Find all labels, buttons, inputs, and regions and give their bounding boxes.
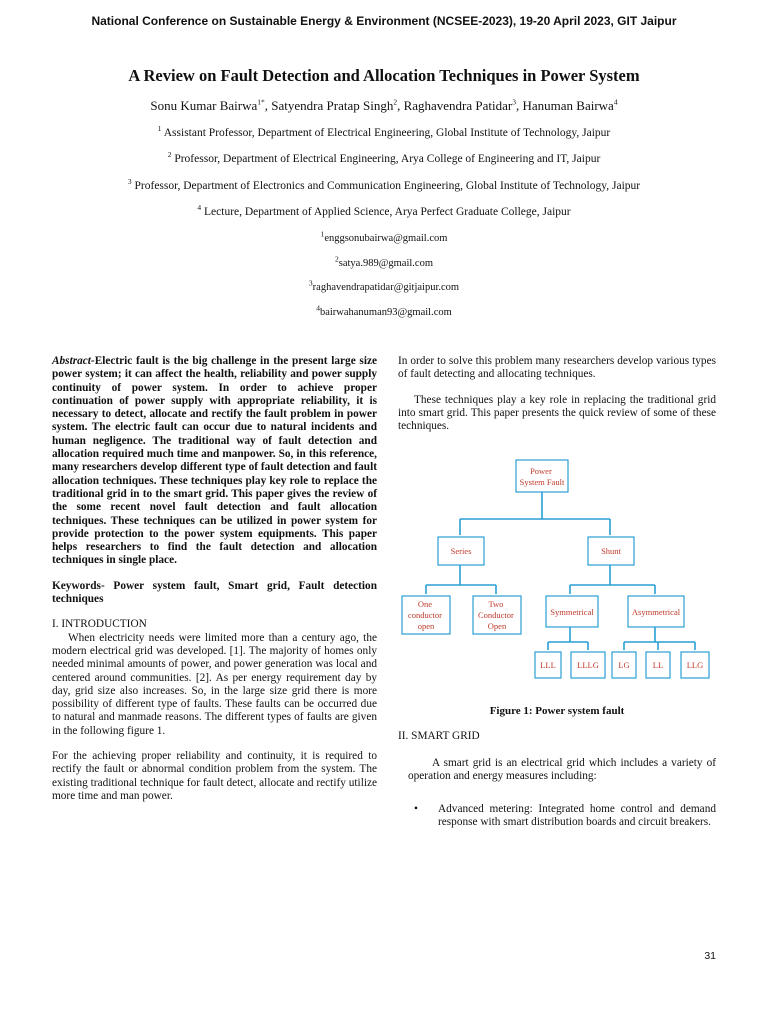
affiliation-text: Professor, Department of Electrical Engineering, Arya College of Engineering and IT, Jaipur — [174, 153, 601, 165]
smart-grid-paragraph: A smart grid is an electrical grid which includes a variety of operation and energy measures including: — [408, 757, 716, 783]
label-asymmetrical: Asymmetrical — [631, 607, 681, 617]
label-one-open: One conductor open — [407, 599, 442, 631]
label-symmetrical: Symmetrical — [550, 607, 594, 617]
label-lllg: LLLG — [577, 660, 599, 670]
affiliation-sup: 4 — [197, 203, 202, 213]
label-shunt: Shunt — [601, 546, 621, 556]
affiliation-2 — [0, 150, 768, 165]
label-root: Power System Fault — [519, 466, 565, 487]
affiliation-4 — [0, 203, 768, 218]
email-3 — [0, 278, 768, 293]
author-name: Sonu Kumar Bairwa — [150, 98, 258, 113]
email-text: satya.989@gmail.com — [338, 258, 433, 269]
left-column — [52, 355, 377, 803]
edge-series — [426, 565, 496, 594]
email-text: raghavendrapatidar@gitjaipur.com — [312, 282, 460, 293]
tree-boxes — [402, 460, 709, 678]
affiliation-text: Assistant Professor, Department of Electrical Engineering, Global Institute of Technology, Jaipur — [163, 127, 611, 139]
author-sup: 1* — [257, 97, 265, 107]
label-series: Series — [450, 546, 472, 556]
affiliation-sup: 2 — [167, 150, 172, 160]
email-1 — [0, 229, 768, 244]
label-two-open: Two Conductor Open — [477, 599, 514, 631]
intro-paragraph-1: When electricity needs were limited more than a century ago, the modern electrical grid was developed. [1]. The majority of homes only needed minimal amounts of power, and power generation was local and centered around communities. [2]. As per energy requirement day by day, grid size also increases. So, in the large size grid there is more possibility of different type of faults. These faults can be occurred due to natural and manmade reasons. The different types of faults are given in the following figure 1. — [52, 631, 377, 737]
email-text: enggsonubairwa@gmail.com — [324, 233, 448, 244]
affiliation-sup: 1 — [157, 124, 162, 134]
bullet-dot: • — [414, 803, 418, 815]
email-sup: 4 — [316, 303, 320, 313]
keywords: Keywords- Power system fault, Smart grid, Fault detection techniques — [52, 579, 377, 606]
paper-title: A Review on Fault Detection and Allocation Techniques in Power System — [128, 66, 640, 85]
email-sup: 2 — [335, 254, 339, 264]
fault-tree-diagram — [398, 455, 716, 695]
node-root — [516, 460, 568, 492]
author-list: Sonu Kumar Bairwa$^{1*}$, Satyendra Pratap Singh$^2$, Raghavendra Patidar$^3$, Hanuman Bairwa$^4$ — [150, 97, 618, 113]
abstract-label: Abstract- — [52, 355, 95, 367]
email-text: bairwahanuman93@gmail.com — [319, 307, 452, 318]
label-llg: LLG — [686, 660, 704, 670]
author-name: Raghavendra Patidar — [403, 98, 513, 113]
affiliation-sup: 3 — [127, 177, 132, 187]
affiliation-text: Professor, Department of Electronics and Communication Engineering, Global Institute of Technology, Jaipur — [134, 180, 641, 192]
tree-labels — [408, 466, 703, 670]
intro-paragraph-3: In order to solve this problem many researchers develop various types of fault detecting and allocating techniques. — [398, 355, 716, 381]
author-sup: 4 — [613, 97, 618, 107]
affiliation-text: Lecture, Department of Applied Science, Arya Perfect Graduate College, Jaipur — [204, 206, 571, 218]
edge-shunt — [570, 565, 655, 594]
email-2 — [0, 254, 768, 269]
author-name: Satyendra Pratap Singh — [271, 98, 394, 113]
email-sup: 3 — [308, 278, 313, 288]
smart-grid-heading: II. SMART GRID — [398, 730, 480, 742]
affiliation-3 — [0, 177, 768, 192]
edge-asymmetrical — [624, 627, 695, 650]
bullet-text: Advanced metering: Integrated home control and demand response with smart distribution boards and circuit breakers. — [438, 803, 716, 829]
intro-paragraph-2: For the achieving proper reliability and continuity, it is required to rectify the fault or abnormal condition problem from the system. The existing traditional technique for fault detect, allocate and rectify utilize more time and man power. — [52, 750, 377, 802]
intro-paragraph-4: These techniques play a key role in replacing the traditional grid into smart grid. This paper presents the quick review of some of these techniques. — [398, 393, 716, 433]
intro-heading: I. INTRODUCTION — [52, 618, 147, 631]
label-lg: LG — [618, 660, 630, 670]
edge-symmetrical — [548, 627, 588, 650]
label-lll: LLL — [540, 660, 556, 670]
edge-root-drops — [460, 519, 610, 535]
affiliation-1 — [0, 124, 768, 139]
email-sup: 1 — [320, 229, 325, 239]
abstract — [52, 355, 377, 568]
figure-power-system-fault — [398, 455, 716, 695]
figure-caption: Figure 1: Power system fault — [489, 705, 625, 717]
email-4 — [0, 303, 768, 318]
page-number: 31 — [704, 950, 716, 962]
conference-header: National Conference on Sustainable Energy & Environment (NCSEE-2023), 19-20 April 2023, GIT Jaipur — [91, 14, 677, 28]
label-ll: LL — [652, 660, 664, 670]
author-sup: 2 — [393, 97, 398, 107]
right-column — [398, 355, 716, 433]
abstract-text: Electric fault is the big challenge in the present large size power system; it can affect the health, reliability and power supply continuity of power system. In order to achieve proper continuation of power supply with appropriate reliability, it is necessary to detect, allocate and rectify the fault problem in power system. The electric fault can occur due to natural incidents and human negligence. The traditional way of fault detection and allocation required much time and manpower. So, in this reference, many researchers develop different type of fault detection and fault allocation techniques. These techniques play key role to replace the traditional grid in to the smart grid. This paper gives the review of the some recent novel fault detection and fault allocation techniques. These techniques can be utilized in power system for provide protection to the power system equipments. This paper helps researchers to find the fault detection and allocation techniques in single place. — [52, 355, 377, 567]
author-name: Hanuman Bairwa — [522, 98, 614, 113]
author-sup: 3 — [512, 97, 516, 107]
